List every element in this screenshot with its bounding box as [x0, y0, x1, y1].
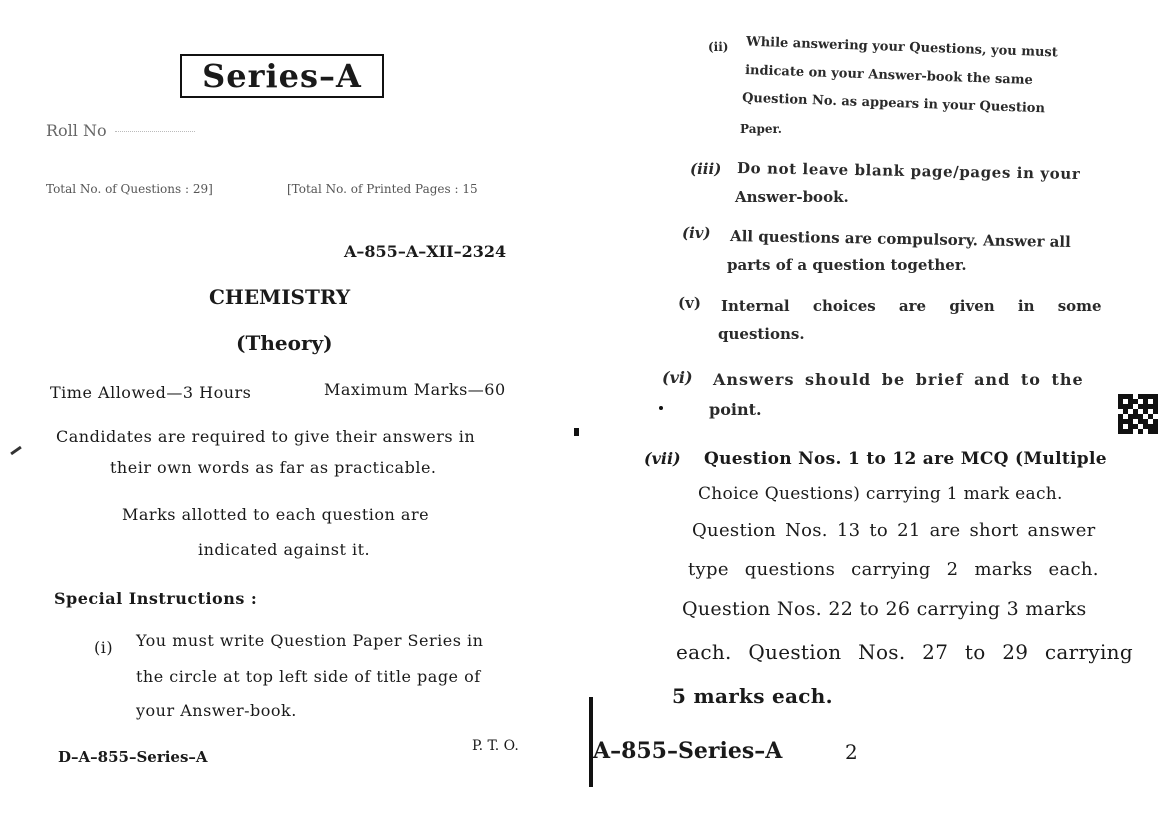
instruction-ii-line4: Paper. [740, 122, 782, 136]
marks-note-line2: indicated against it. [198, 540, 371, 559]
qr-code [1118, 394, 1158, 434]
instruction-vii-line2: Choice Questions) carrying 1 mark each. [698, 484, 1063, 504]
instruction-vi-number: (vi) [662, 368, 693, 387]
marks-note-line1: Marks allotted to each question are [122, 505, 430, 524]
instruction-vii-line4: type questions carrying 2 marks each. [688, 559, 1099, 580]
bullet-dot [659, 406, 663, 410]
special-instructions-heading: Special Instructions : [54, 589, 258, 608]
right-footer-code: A–855–Series–A [593, 738, 783, 764]
instruction-vii-line5: Question Nos. 22 to 26 carrying 3 marks [682, 598, 1087, 620]
paper-code: A–855–A–XII–2324 [344, 242, 507, 261]
instruction-iii-line2: Answer-book. [735, 188, 849, 206]
instruction-ii-line1: While answering your Questions, you must [745, 34, 1058, 61]
instruction-vi-line1: Answers should be brief and to the [713, 370, 1084, 389]
instruction-vii-line1: Question Nos. 1 to 12 are MCQ (Multiple [704, 449, 1107, 469]
instruction-iii-line1: Do not leave blank page/pages in your [736, 159, 1081, 183]
series-title-box: Series–A [180, 54, 384, 98]
instruction-vii-number: (vii) [644, 449, 681, 468]
instruction-i-line1: You must write Question Paper Series in [136, 631, 484, 650]
instruction-vii-line7: 5 marks each. [672, 684, 833, 708]
pto-label: P. T. O. [472, 738, 519, 754]
instruction-i-number: (i) [94, 638, 114, 657]
candidates-instruction-line2: their own words as far as practicable. [110, 458, 437, 477]
instruction-v-number: (v) [678, 294, 701, 312]
instruction-vii-line3: Question Nos. 13 to 21 are short answer [692, 520, 1096, 541]
instruction-ii-line3: Question No. as appears in your Question [741, 90, 1046, 117]
scan-mark [10, 446, 22, 455]
time-allowed: Time Allowed—3 Hours [50, 383, 252, 402]
roll-no-field [46, 121, 195, 140]
instruction-iv-line2: parts of a question together. [727, 256, 967, 274]
instruction-v-line2: questions. [718, 325, 805, 343]
total-questions: Total No. of Questions : 29] [46, 182, 213, 196]
total-pages: [Total No. of Printed Pages : 15 [287, 182, 478, 196]
page-number: 2 [845, 740, 858, 764]
instruction-iv-line1: All questions are compulsory. Answer all [729, 227, 1071, 251]
instruction-vii-line6: each. Question Nos. 27 to 29 carrying [676, 640, 1133, 664]
roll-no-blank [115, 131, 195, 132]
roll-no-label: Roll No [46, 121, 107, 140]
instruction-iii-number: (iii) [690, 160, 722, 178]
instruction-ii-number: (ii) [708, 40, 729, 54]
instruction-i-line3: your Answer-book. [136, 701, 297, 720]
left-footer-code: D–A–855–Series–A [58, 748, 208, 766]
instruction-ii-line2: indicate on your Answer-book the same [744, 62, 1033, 89]
instruction-vi-line2: point. [709, 400, 762, 419]
instruction-i-line2: the circle at top left side of title page of [136, 667, 481, 686]
instruction-v-line1: Internal choices are given in some [721, 297, 1102, 315]
candidates-instruction-line1: Candidates are required to give their answers in [56, 427, 476, 446]
scan-dot [574, 428, 579, 436]
maximum-marks: Maximum Marks—60 [324, 380, 506, 399]
paper-type: (Theory) [236, 331, 333, 355]
subject-title: CHEMISTRY [209, 285, 351, 309]
instruction-iv-number: (iv) [682, 224, 711, 242]
